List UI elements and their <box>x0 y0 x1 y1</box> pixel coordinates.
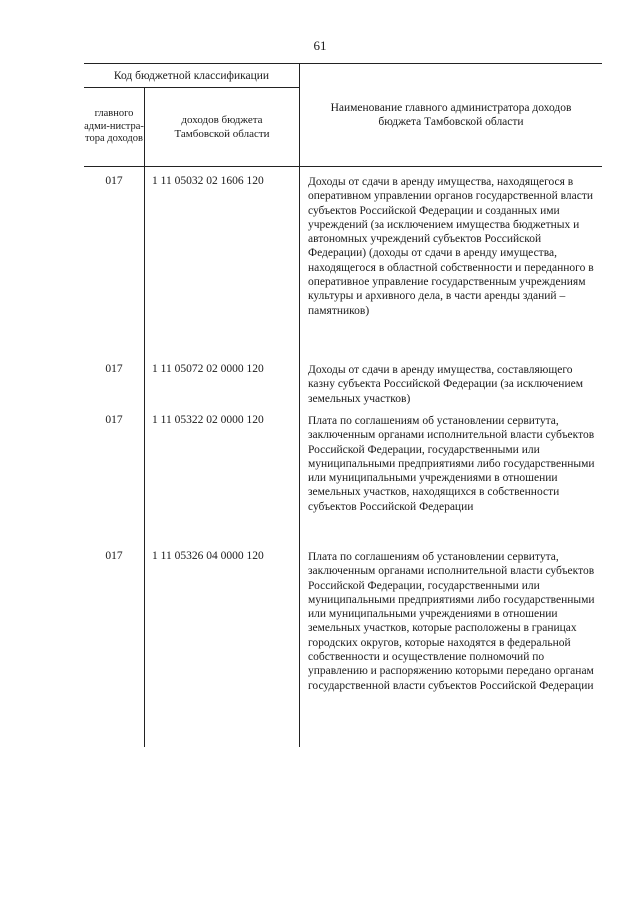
name-cell: Плата по соглашениям об установлении сервитута, заключенным органами исполнительной власти субъектов Российской Федерации, государственными или муниципальными предприятиями либо государственными или муниципальными учреждениями в отношении земельных участков, которые расположены в границах городских округов, которые находятся в федеральной собственности и осуществление полномочий по управлению и распоряжению которыми передано органам государственной власти субъектов Российской Федерации <box>308 551 595 692</box>
budget-classification-table <box>84 63 602 747</box>
name-cell: Плата по соглашениям об установлении сервитута, заключенным органами исполнительной власти субъектов Российской Федерации, государственными или муниципальными предприятиями либо государственными или муниципальными учреждениями в отношении земельных участков, находящихся в собственности субъектов Российской Федерации <box>308 415 595 513</box>
table-row <box>84 355 602 406</box>
name-cell: Доходы от сдачи в аренду имущества, находящегося в оперативном управлении органов государственной власти субъектов Российской Федерации и созданных ими учреждений (за исключением имущества бюджетных и автономных учреждений субъектов Российской Федерации) (доходы от сдачи в аренду имущества, находящегося в областной собственности и переданного в оперативное управление государственным учреждениям культуры и архивного дела, в части аренды зданий – памятников) <box>308 176 594 317</box>
income-code-cell: 1 11 05322 02 0000 120 <box>152 414 264 426</box>
table-row <box>84 167 602 355</box>
name-cell: Доходы от сдачи в аренду имущества, составляющего казну субъекта Российской Федерации (за исключением земельных участков) <box>308 364 583 405</box>
table-body <box>84 167 602 747</box>
table-row <box>84 406 602 542</box>
table-header <box>84 63 602 167</box>
income-code-cell: 1 11 05072 02 0000 120 <box>152 363 264 375</box>
table-row <box>84 542 602 747</box>
admin-code-cell: 017 <box>105 550 123 562</box>
admin-code-cell: 017 <box>105 363 123 375</box>
admin-code-cell: 017 <box>105 414 123 426</box>
admin-code-cell: 017 <box>105 175 123 187</box>
header-income-column: доходов бюджета Тамбовской области <box>174 114 270 140</box>
header-admin-column: главного адми-нистра-тора доходов <box>84 108 144 145</box>
income-code-cell: 1 11 05032 02 1606 120 <box>152 175 264 187</box>
income-code-cell: 1 11 05326 04 0000 120 <box>152 550 264 562</box>
page-number: 61 <box>313 38 327 53</box>
header-name-column: Наименование главного администратора доходов бюджета Тамбовской области <box>330 102 572 128</box>
header-code-group: Код бюджетной классификации <box>84 64 299 88</box>
